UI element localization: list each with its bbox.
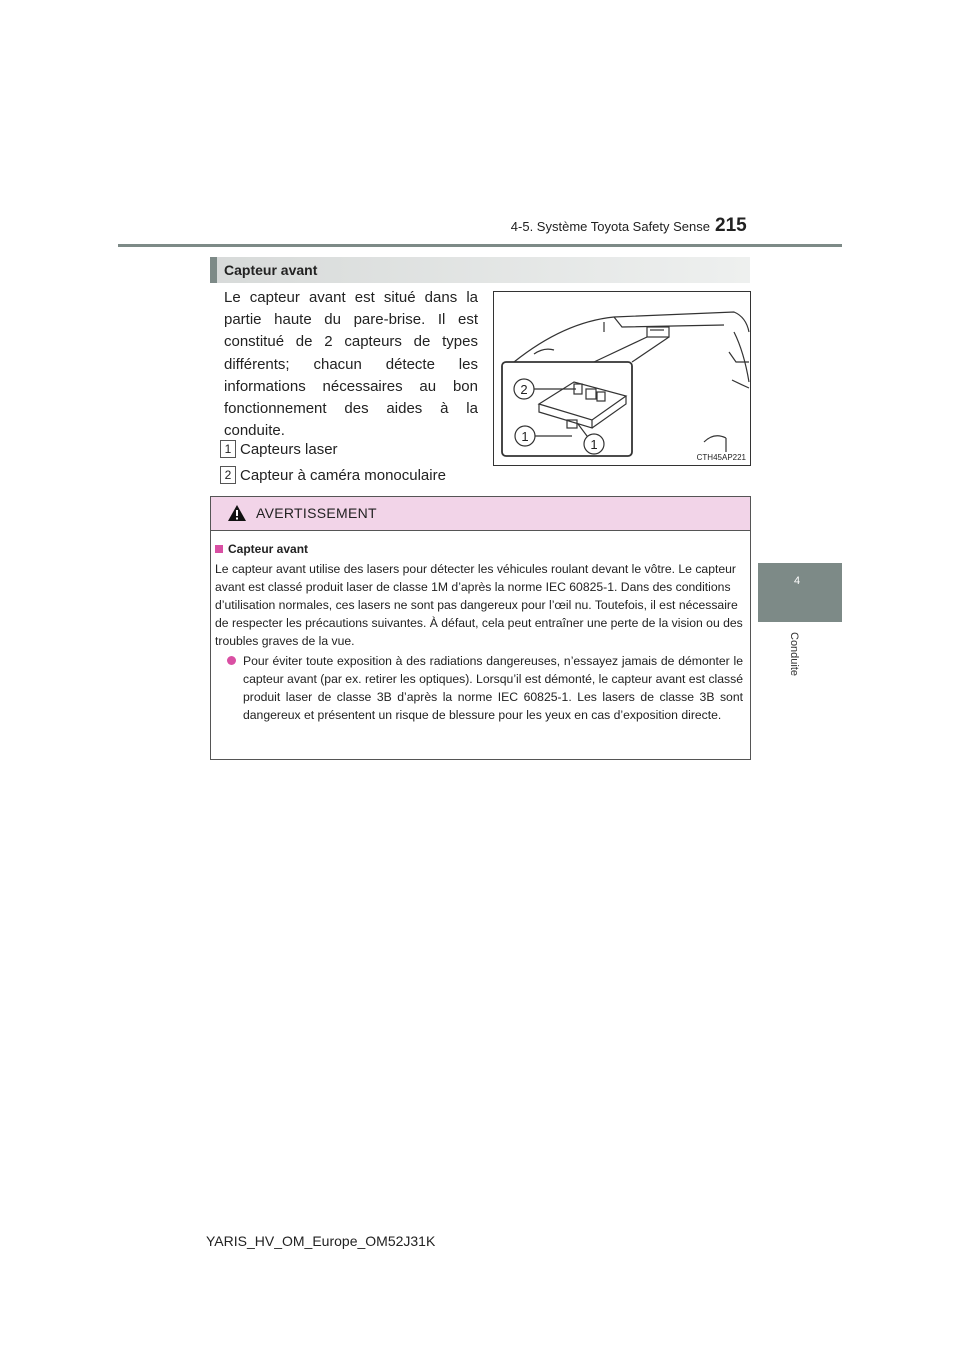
legend-item [220,466,446,484]
chapter-tab[interactable] [758,563,842,622]
warning-bullet-text: Pour éviter toute exposition à des radiations dangereuses, n’essayez jamais de démonter le capteur avant (par ex. retirer les optiques). Lorsqu’il est démonté, le capteur avant est classé produit laser de classe 3B d’après la norme IEC 60825-1. Les lasers de classe 3B sont dangereux et présentent un risque de blessure pour les yeux en cas d’exposition directe. [243,654,743,722]
round-bullet-icon [227,656,236,665]
chapter-number: 4 [794,575,801,587]
header-divider [118,244,842,247]
section-heading [210,257,750,283]
windshield-sensor-drawing [494,292,750,465]
callout-number: 1 [220,440,236,458]
warning-triangle-icon [227,504,247,522]
section-title: Capteur avant [224,262,318,278]
figure-callout: 1 [590,437,598,452]
warning-subtitle [215,542,308,556]
legend-label: Capteurs laser [240,441,338,458]
chapter-label-container [778,632,818,712]
sensor-illustration [493,291,751,466]
section-heading-bar [210,257,217,283]
section-body: Le capteur avant est situé dans la partie haute du pare-brise. Il est constitué de 2 capteurs de types différents; chacun détecte les informations nécessaires au bon fonctionnement des aides à la conduite. [224,289,478,440]
warning-subtitle-text: Capteur avant [228,542,309,556]
document-id: YARIS_HV_OM_Europe_OM52J31K [206,1233,436,1249]
legend-item [220,440,338,458]
warning-header [211,497,750,531]
figure-callout: 2 [520,382,528,397]
warning-paragraph: Le capteur avant utilise des lasers pour détecter les véhicules roulant devant le vôtre. Le capteur avant est classé produit laser de classe 1M d’après la norme IEC 60825-1. Dans des conditions d’utilisation normales, ces lasers ne sont pas dangereux pour l’œil nu. Toutefois, il est nécessaire de respecter les précautions suivantes. À défaut, cela peut entraîner une perte de la vision ou des troubles graves de la vue. [215,562,743,648]
warning-box [210,496,751,760]
callout-number: 2 [220,466,236,484]
legend-label: Capteur à caméra monoculaire [240,467,446,484]
running-header-section: 4-5. Système Toyota Safety Sense [510,219,710,234]
page-number: 215 [715,215,747,236]
figure-code: CTH45AP221 [696,453,746,462]
warning-title: AVERTISSEMENT [256,505,377,521]
warning-bullet [227,652,743,724]
chapter-label: Conduite [788,632,800,677]
square-bullet-icon [215,545,223,553]
figure-callout: 1 [521,429,529,444]
